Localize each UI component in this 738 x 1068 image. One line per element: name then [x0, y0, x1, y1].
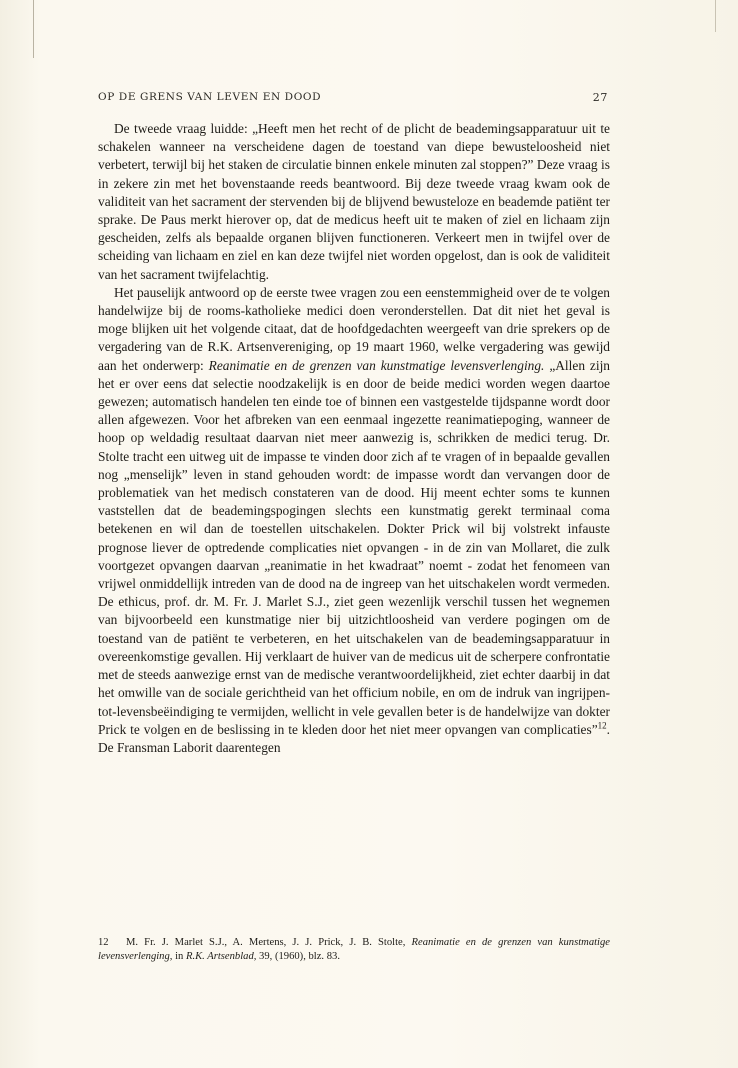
- binding-edge-line: [33, 0, 34, 58]
- paragraph-2-text-b: „Allen zijn het er over eens dat selectie noodzakelijk is en door de beide medici worden wegen daartoe gewezen; automatisch handelen ten einde toe of binnen een vastgestelde tijdspanne wordt door allen afgewezen. Voor het afbreken van een eenmaal ingezette reanimatiepoging, wanneer de hoop op weldadig resultaat daarvan niet meer aanwezig is, schrikken de medici terug. Dr. Stolte tracht een uitweg uit de impasse te vinden door zich af te vragen of in bepaalde gevallen nog „menselijk” leven in stand gehouden wordt: de impasse wordt dan vervangen door de problematiek van het medisch constateren van de dood. Hij meent echter soms te kunnen vaststellen dat de beademingspogingen slechts een kunstmatig gerekt terminaal coma betekenen en wil dan de toestellen uitschakelen. Dokter Prick wil bij volstrekt infauste prognose liever de optredende complicaties niet opvangen - in de zin van Mollaret, die zulk voortgezet opvangen daarvan „reanimatie in het kwadraat” noemt - zodat het fenomeen van vrijwel onmiddellijk intreden van de dood na de ingreep van het uitschakelen wordt vermeden. De ethicus, prof. dr. M. Fr. J. Marlet S.J., ziet geen wezenlijk verschil tussen het wegnemen van bijvoorbeeld een kunstmatige nier bij uitzichtloosheid van verdere pogingen om de toestand van de patiënt te verbeteren, en het uitschakelen van de beademingsapparatuur in overeenkomstige gevallen. Hij verklaart de huiver van de medicus uit de scherpere confrontatie met de steeds aanwezige ernst van de medische verantwoordelijkheid, ziet echter daarbij in dat het omwille van de sociale gerichtheid van het officium nobile, en om de indruk van ingrijpen-tot-levensbeëindiging te vermijden, wellicht in vele gevallen beter is de handelwijze van dokter Prick te volgen en de beslissing in te kleden door het niet meer opvangen van complicaties”: [98, 357, 611, 737]
- running-header: [98, 91, 608, 105]
- footnote-details: 39, (1960), blz. 83.: [256, 951, 340, 962]
- paragraph-2: [98, 284, 610, 757]
- paragraph-1: De tweede vraag luidde: „Heeft men het recht of de plicht de beademingsapparatuur uit te schakelen wanneer na verscheidene dagen de toestand van diepe bewusteloosheid niet verbetert, terwijl bij het staken de circulatie binnen enkele minuten zal stoppen?” Deze vraag is in zekere zin met het bovenstaande reeds beantwoord. Bij deze tweede vraag kwam ook de validiteit van het sacrament der stervenden bij de blijvend bewusteloze en beademde patiënt ter sprake. De Paus merkt hierover op, dat de medicus heeft uit te maken of ziel en lichaam zijn gescheiden, zelfs als bepaalde organen blijven functioneren. Verkeert men in twijfel over de scheiding van lichaam en ziel en kan deze twijfel niet worden opgelost, dan is ook de validiteit van het sacrament twijfelachtig.: [98, 121, 610, 282]
- footnote-authors: M. Fr. J. Marlet S.J., A. Mertens, J. J. Prick, J. B. Stolte,: [126, 937, 412, 948]
- meeting-topic: Reanimatie en de grenzen van kunstmatige levensverlenging.: [208, 357, 545, 373]
- footnote-in: in: [172, 951, 186, 962]
- chapter-title: OP DE GRENS VAN LEVEN EN DOOD: [98, 91, 322, 103]
- body-text: [98, 120, 610, 757]
- footnote-title: Reanimatie en de grenzen van kunstmatige levensverlenging,: [98, 937, 610, 962]
- footnote-journal: R.K. Artsenblad,: [185, 951, 257, 962]
- footnote: [98, 936, 610, 964]
- page-number: 27: [592, 91, 608, 104]
- footnote-reference: 12: [597, 720, 607, 731]
- page-edge-line: [715, 0, 716, 32]
- paragraph-2-text-c: . De Fransman Laborit daarentegen: [98, 721, 610, 755]
- paragraph-2-text-a: Het pauselijk antwoord op de eerste twee vragen zou een eenstemmigheid over de te volgen handelwijze bij de rooms-katholieke medici doen veronderstellen. Dat dit niet het geval is moge blijken uit het volgende citaat, dat de hoofdgedachten weergeeft van drie sprekers op de vergadering van de R.K. Artsenvereniging, op 19 maart 1960, welke vergadering was gewijd aan het onderwerp:: [98, 284, 610, 373]
- footnote-number: 12: [98, 937, 109, 948]
